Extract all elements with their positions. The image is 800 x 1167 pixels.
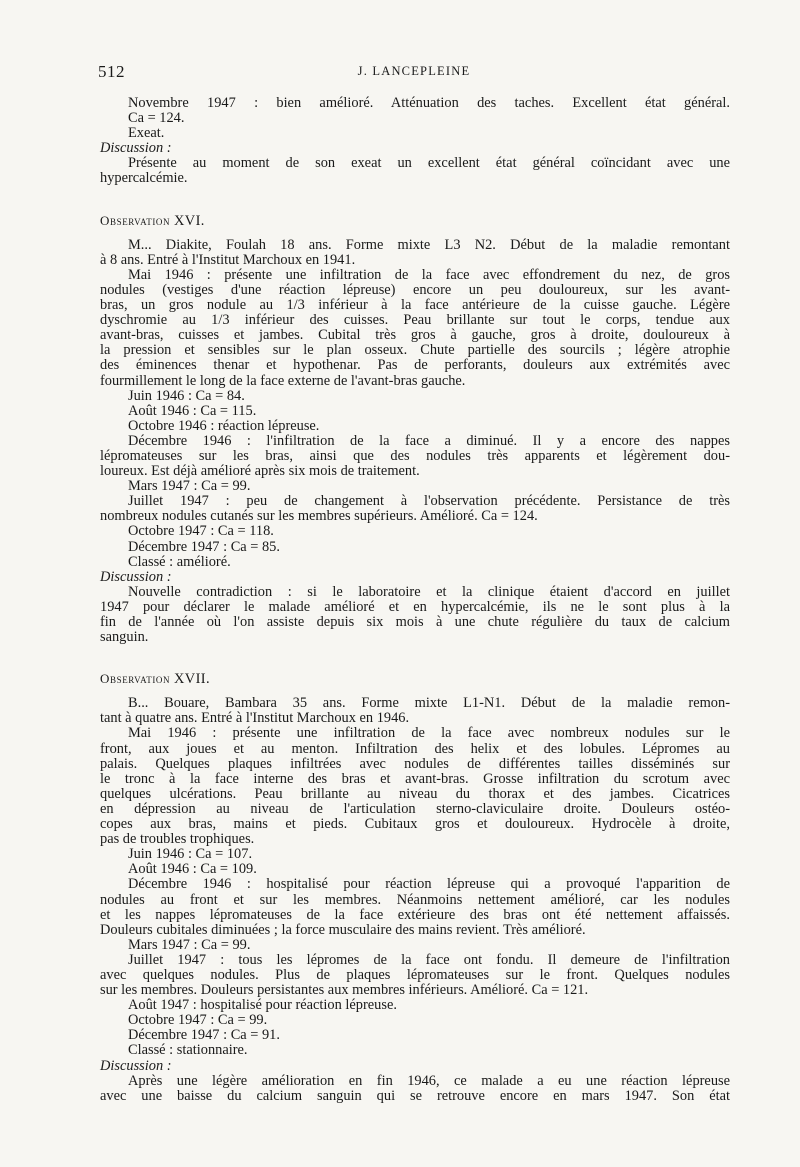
- text-line: loureux. Est déjà amélioré après six mois de traitement.: [100, 464, 420, 480]
- text-line: tant à quatre ans. Entré à l'Institut Marchoux en 1946.: [100, 711, 410, 727]
- text-line: palais. Quelques plaques infiltrées avec nodules de différentes tailles disséminés sur: [100, 756, 730, 772]
- text-line: M... Diakite, Foulah 18 ans. Forme mixte L3 N2. Début de la maladie remontant: [128, 237, 730, 253]
- text-line: sanguin.: [100, 630, 149, 646]
- text-line: Classé : stationnaire.: [128, 1043, 248, 1059]
- text-line: fin de l'année où l'on assiste depuis six mois à une chute régulière du taux de calcium: [100, 615, 730, 630]
- text-line: Août 1947 : hospitalisé pour réaction lépreuse.: [128, 998, 397, 1014]
- text-line: et les nappes lépromateuses de la face extérieure des bras ont été nettement affaissés.: [100, 907, 730, 923]
- text-line: dyschromie au 1/3 inférieur des cuisses. Peau brillante sur tout le corps, tendue aux: [100, 313, 730, 329]
- text-line: quelques ulcérations. Peau brillante au niveau du thorax et des jambes. Cicatrices: [100, 786, 730, 802]
- text-line: fourmillement le long de la face externe de l'avant-bras gauche.: [100, 373, 466, 389]
- text-line: des éminences thenar et hypothenar. Pas de perforants, douleurs aux extrémités avec: [100, 358, 730, 374]
- text-line: Décembre 1947 : Ca = 91.: [128, 1028, 280, 1044]
- text-line: Exeat.: [128, 126, 165, 142]
- text-line: Juillet 1947 : peu de changement à l'observation précédente. Persistance de très: [128, 494, 730, 510]
- text-line: la pression et sensibles sur le plan osseux. Chute partielle des sourcils ; légère atrophie: [100, 343, 730, 359]
- page-number: 512: [98, 62, 125, 81]
- text-line: Après une légère amélioration en fin 1946, ce malade a eu une réaction lépreuse: [128, 1073, 730, 1089]
- text-line: Octobre 1946 : réaction lépreuse.: [128, 418, 320, 434]
- text-line: sur les membres. Douleurs persistantes aux membres inférieurs. Amélioré. Ca = 121.: [100, 983, 589, 999]
- lines-prev: [100, 96, 730, 141]
- lines-obs17: [100, 696, 730, 1058]
- text-line: Ca = 124.: [128, 111, 185, 127]
- text-line: Novembre 1947 : bien amélioré. Atténuation des taches. Excellent état général.: [128, 96, 730, 111]
- text-line: Mai 1946 : présente une infiltration de la face avec nombreux nodules sur le: [128, 726, 730, 742]
- text-line: Juin 1946 : Ca = 84.: [128, 388, 245, 404]
- text-line: bras, un gros nodule au 1/3 inférieur à la face antérieure de la cuisse gauche. Légère: [100, 298, 730, 314]
- page-header: [98, 62, 730, 84]
- text-line: Décembre 1946 : l'infiltration de la face a diminué. Il y a encore des nappes: [128, 433, 730, 449]
- text-line: nodules (vestiges d'une réaction lépreuse) encore un peu douloureux, sur les avant-: [100, 282, 730, 298]
- observation-number: XVI.: [173, 212, 205, 229]
- observation-heading-word: Observation: [100, 671, 171, 687]
- text-line: le tronc à la face interne des bras et avant-bras. Grosse infiltration du scrotum avec: [100, 771, 730, 787]
- text-line: en dépression au niveau de l'articulation sterno-claviculaire droite. Douleurs ostéo-: [100, 801, 730, 817]
- discussion-label: Discussion :: [100, 1057, 172, 1074]
- text-line: à 8 ans. Entré à l'Institut Marchoux en 1941.: [100, 252, 356, 268]
- text-line: hypercalcémie.: [100, 171, 188, 187]
- observation-xvii: [100, 671, 730, 1104]
- observation-number: XVII.: [173, 671, 210, 688]
- article-body: [100, 96, 730, 1104]
- text-line: avant-bras, cuisses et jambes. Cubital très gros à gauche, gros à droite, douloureux à: [100, 328, 730, 344]
- text-line: Octobre 1947 : Ca = 99.: [128, 1013, 268, 1029]
- lines-obs16: [100, 238, 730, 570]
- running-head: J. LANCEPLEINE: [357, 64, 471, 78]
- text-line: avec quelques nodules. Plus de plaques lépromateuses sur le front. Quelques nodules: [100, 967, 730, 983]
- text-line: Juillet 1947 : tous les lépromes de la face ont fondu. Il demeure de l'infiltration: [128, 952, 730, 968]
- observation-xvi: [100, 213, 730, 646]
- discussion-prev: [100, 156, 730, 186]
- text-line: Présente au moment de son exeat un excellent état général coïncidant avec une: [128, 156, 730, 172]
- text-line: lépromateuses sur les bras, ainsi que des nodules très apparents et légèrement dou-: [100, 448, 730, 464]
- observation-heading: [100, 671, 730, 687]
- text-line: nombreux nodules cutanés sur les membres supérieurs. Amélioré. Ca = 124.: [100, 509, 538, 525]
- text-line: Classé : amélioré.: [128, 554, 231, 570]
- text-line: Mai 1946 : présente une infiltration de la face avec effondrement du nez, de gros: [128, 267, 730, 283]
- text-line: Octobre 1947 : Ca = 118.: [128, 524, 274, 540]
- text-line: Août 1946 : Ca = 115.: [128, 403, 257, 419]
- observation-heading-word: Observation: [100, 212, 171, 228]
- text-line: front, aux joues et au menton. Infiltration des helix et des lobules. Lépromes au: [100, 741, 730, 757]
- text-line: Juin 1946 : Ca = 107.: [128, 847, 253, 863]
- text-line: Décembre 1946 : hospitalisé pour réaction lépreuse qui a provoqué l'apparition de: [128, 877, 730, 893]
- observation-heading: [100, 213, 730, 229]
- text-line: 1947 pour déclarer le malade amélioré et en hypercalcémie, ils ne le sont plus à la: [100, 599, 730, 615]
- text-line: Décembre 1947 : Ca = 85.: [128, 539, 280, 555]
- discussion-obs17: [100, 1074, 730, 1104]
- text-line: copes aux bras, mains et pieds. Cubitaux gros et douloureux. Hydrocèle à droite,: [100, 817, 730, 833]
- text-line: pas de troubles trophiques.: [100, 832, 255, 848]
- previous-observation-end: [100, 96, 730, 187]
- text-line: Nouvelle contradiction : si le laboratoire et la clinique étaient d'accord en juillet: [128, 584, 730, 600]
- text-line: avec une baisse du calcium sanguin qui se retrouve encore en mars 1947. Son état: [100, 1088, 730, 1104]
- text-line: Mars 1947 : Ca = 99.: [128, 937, 251, 953]
- text-line: B... Bouare, Bambara 35 ans. Forme mixte L1-N1. Début de la maladie remon-: [128, 696, 730, 712]
- text-line: nodules au front et sur les membres. Néanmoins nettement amélioré, car les nodules: [100, 892, 730, 908]
- discussion-obs16: [100, 585, 730, 645]
- text-line: Douleurs cubitales diminuées ; la force musculaire des mains revient. Très amélioré.: [100, 922, 586, 938]
- text-line: Mars 1947 : Ca = 99.: [128, 479, 251, 495]
- text-line: Août 1946 : Ca = 109.: [128, 862, 257, 878]
- discussion-label: Discussion :: [100, 568, 172, 585]
- discussion-label: Discussion :: [100, 140, 172, 157]
